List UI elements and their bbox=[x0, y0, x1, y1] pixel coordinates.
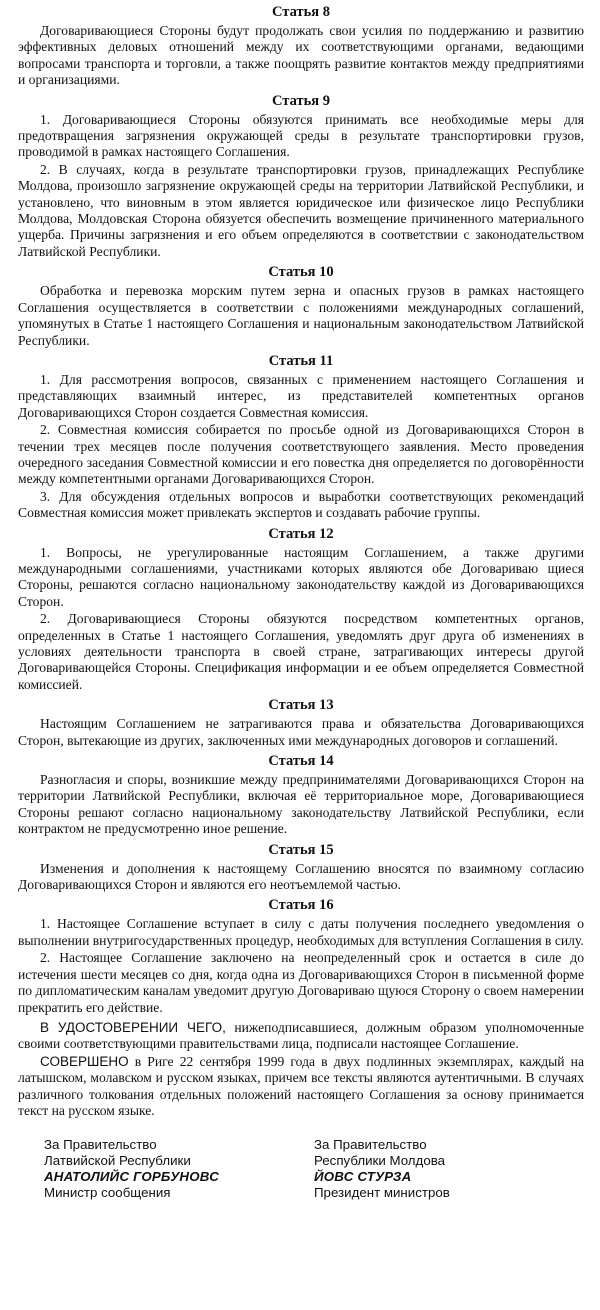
witness-paragraph bbox=[18, 1020, 584, 1053]
article-paragraph: 2. Совместная комиссия собирается по просьбе одной из Договаривающихся Сторон в течении трех месяцев после получения соответствующего заявления. Место проведения очередного заседания Совместной комиссии и его повестка дня определяется по договорённости между компетентными органами Договаривающихся Сторон. bbox=[18, 422, 584, 487]
article-title: Статья 8 bbox=[272, 4, 330, 20]
signature-block bbox=[18, 1137, 584, 1200]
article-11 bbox=[18, 353, 584, 522]
signature-country: Латвийской Республики bbox=[44, 1153, 191, 1169]
witness-lead: В УДОСТОВЕРЕНИИ ЧЕГО, bbox=[40, 1019, 226, 1035]
article-paragraph: 2. Настоящее Соглашение заключено на неопределенный срок и остается в силе до истечения шести месяцев со дня, когда одна из Договаривающихся Сторон в письменной форме по дипломатическим каналам уведомит другую Договариваю щуюся Сторону о своем намерении прекратить его действие. bbox=[18, 950, 584, 1015]
closing-clause bbox=[18, 1020, 584, 1119]
article-title: Статья 9 bbox=[272, 92, 330, 109]
article-14 bbox=[18, 753, 584, 838]
article-paragraph: Договаривающиеся Стороны будут продолжать свои усилия по поддержанию и развитию эффективных деловых отношений между их соответствующими органами, ведающими вопросами транспорта и торговли, а также поощрять развитие контактов между предприятиями и организациями. bbox=[18, 23, 584, 88]
done-lead: СОВЕРШЕНО bbox=[40, 1053, 129, 1069]
article-8 bbox=[18, 4, 584, 89]
signature-for-government: За Правительство bbox=[44, 1137, 157, 1153]
signatory-name: ЙОВС СТУРЗА bbox=[314, 1168, 412, 1184]
signature-country: Республики Молдова bbox=[314, 1153, 446, 1169]
article-paragraph: 2. В случаях, когда в результате транспортировки грузов, принадлежащих Республике Молдова, произошло загрязнение окружающей среды на территории Латвийской Республики, и установлено, что виновным в этом является юридическое или физическое лицо Республики Молдова, Молдовская Сторона обязуется обеспечить возмещение причиненного материального ущерба. Причины загрязнения и его объем определяются в соответствии с законодательством Латвийской Республики. bbox=[18, 161, 584, 259]
article-title: Статья 10 bbox=[268, 264, 334, 281]
article-paragraph: 1. Для рассмотрения вопросов, связанных с применением настоящего Соглашения и представляющих взаимный интерес, из представителей компетентных органов Договаривающихся Сторон создается Совместная комиссия. bbox=[18, 371, 584, 420]
signatory-position: Министр сообщения bbox=[44, 1184, 171, 1200]
article-9 bbox=[18, 93, 584, 261]
article-paragraph: Настоящим Соглашением не затрагиваются права и обязательства Договаривающихся Сторон, вытекающие из других, заключенных ими международных договоров и соглашений. bbox=[18, 716, 584, 748]
signature-for-government: За Правительство bbox=[314, 1137, 427, 1153]
signature-latvia bbox=[44, 1137, 294, 1200]
article-title: Статья 15 bbox=[268, 841, 334, 858]
article-paragraph: 1. Настоящее Соглашение вступает в силу с даты получения последнего уведомления о выполнении внутригосударственных процедур, необходимых для вступления Соглашения в силу. bbox=[18, 916, 584, 948]
article-paragraph: Обработка и перевозка морским путем зерна и опасных грузов в рамках настоящего Соглашения осуществляется в соответствии с положениями международных соглашений, упомянутых в Статье 1 настоящего Соглашения и национальным законодательством Латвийской Республики. bbox=[18, 283, 584, 348]
done-text: в Риге 22 сентября 1999 года в двух подлинных экземплярах, каждый на латышском, молавском и русском языках, причем все тексты являются аутентичными. В случаях различного толкования отдельных положений настоящего Соглашения за основу принимается текст на русском языке. bbox=[18, 1053, 584, 1118]
witness-text: нижеподписавшиеся, должным образом уполномоченные своими соответствующими правительствами лица, подписали настоящее Соглашение. bbox=[18, 1019, 584, 1052]
article-paragraph: 1. Вопросы, не урегулированные настоящим Соглашением, а также другими международными соглашениями, участниками которых являются обе Договариваю щиеся Стороны, решаются согласно национальному законодательству каждой из Договаривающихся Сторон. bbox=[18, 544, 584, 609]
signatory-name: АНАТОЛИЙС ГОРБУНОВС bbox=[44, 1168, 220, 1184]
signatory-position: Президент министров bbox=[314, 1184, 450, 1200]
article-title: Статья 16 bbox=[268, 897, 334, 914]
article-15 bbox=[18, 842, 584, 894]
article-paragraph: Изменения и дополнения к настоящему Соглашению вносятся по взаимному согласию Договаривающихся Сторон и являются его неотъемлемой частью. bbox=[18, 860, 584, 893]
article-title: Статья 11 bbox=[268, 352, 334, 369]
article-title: Статья 12 bbox=[268, 525, 334, 542]
article-paragraph: 3. Для обсуждения отдельных вопросов и выработки соответствующих рекомендаций Совместная комиссия может привлекать экспертов и создавать рабочие группы. bbox=[18, 488, 584, 521]
signature-moldova bbox=[314, 1137, 564, 1200]
article-12 bbox=[18, 526, 584, 694]
article-10 bbox=[18, 264, 584, 349]
article-title: Статья 13 bbox=[268, 697, 334, 714]
article-paragraph: 1. Договаривающиеся Стороны обязуются принимать все необходимые меры для предотвращения загрязнения окружающей среды в результате транспортировки грузов, проводимой в рамках настоящего Соглашения. bbox=[18, 111, 584, 160]
article-paragraph: Разногласия и споры, возникшие между предпринимателями Договаривающихся Сторон на территории Латвийской Республики, включая её территориальное море, Договаривающиеся Стороны решают согласно национальному законодательству Латвийской Республики, если контрактом не предусмотренно иное решение. bbox=[18, 772, 584, 837]
article-13 bbox=[18, 697, 584, 749]
done-paragraph bbox=[18, 1054, 584, 1120]
article-16 bbox=[18, 897, 584, 1015]
article-title: Статья 14 bbox=[268, 753, 334, 770]
article-paragraph: 2. Договаривающиеся Стороны обязуются посредством компетентных органов, определенных в Статье 1 настоящего Соглашения, уведомлять друг друга об изменениях в условиях деятельности транспорта в своей стране, затрагивающих интересы другой Договаривающейся Стороны. Спецификация информации и ее объем определяется Совместной комиссией. bbox=[18, 611, 584, 692]
